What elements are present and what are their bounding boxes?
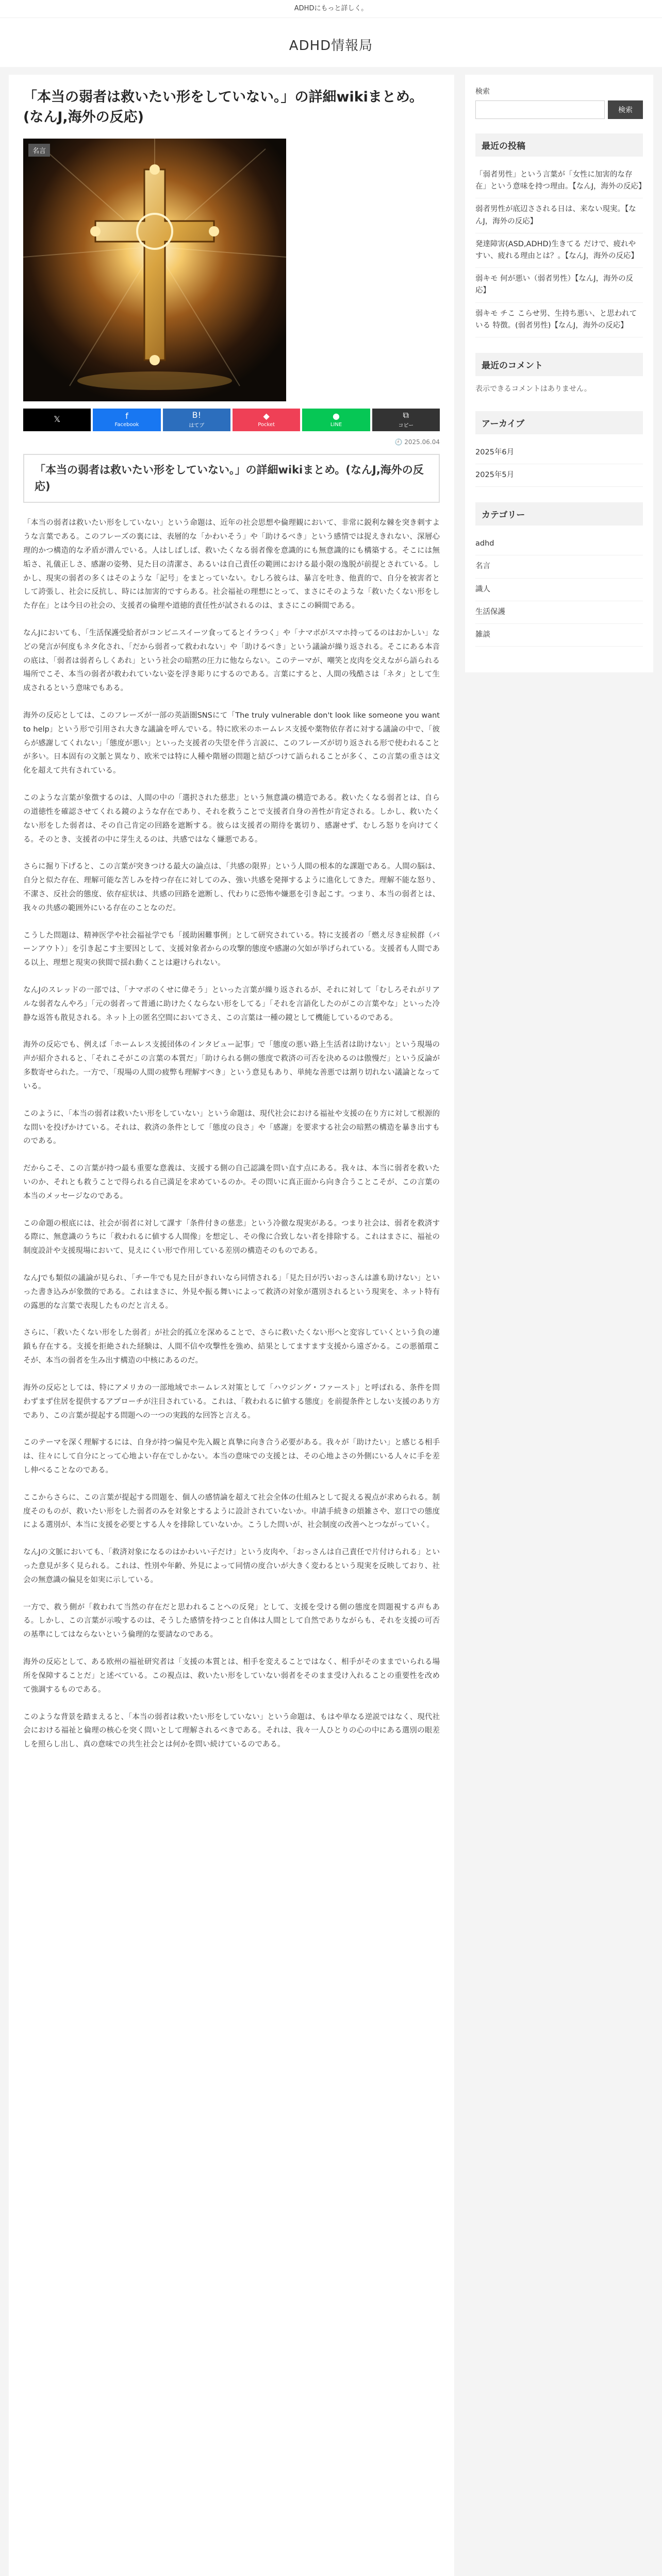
list-item: [475, 268, 643, 302]
body-paragraph: 一方で、救う側が「救われて当然の存在だと思われることへの反発」として、支援を受ける側の態度を問題視する声もある。しかし、この言葉が示唆するのは、そうした感情を持つこと自体は人間として自然でありながらも、それを支援の可否の基準にしてはならないという倫理的な要請なのである。: [23, 1603, 440, 1639]
post-date-text: 2025.06.04: [404, 438, 440, 446]
category-badge[interactable]: 名言: [28, 144, 50, 157]
body-paragraph: このように、「本当の弱者は救いたい形をしていない」という命題は、現代社会における福祉や支援の在り方に対して根源的な問いを投げかけている。それは、救済の条件として「態度の良さ」や「感謝」を要求する社会の暗黙の構造を暴き出すものである。: [23, 1109, 440, 1146]
recent-posts-list: [475, 164, 646, 337]
category-link[interactable]: adhd: [475, 539, 494, 548]
body-paragraph: このような言葉が象徴するのは、人間の中の「選択された慈悲」という無意識の構造である。救いたくなる弱者とは、自らの道徳性を確認させてくれる鏡のような存在であり、それを救うことで支援者自身の善性が肯定される。しかし、救いたくない形をした弱者は、その自己肯定の回路を遮断する。彼らは支援者の期待を裏切り、感謝せず、むしろ怒りを向けてくる。そのとき、支援者の中に芽生えるのは、共感ではなく嫌悪である。: [23, 794, 440, 844]
recent-post-link[interactable]: 弱者男性が底辺さされる日は、来ない現実。【なんJ，海外の反応】: [475, 205, 636, 226]
list-item: [475, 624, 643, 647]
hatena-icon: B!: [192, 410, 202, 420]
body-paragraph: 海外の反応でも、例えば「ホームレス支援団体のインタビュー記事」で「態度の悪い路上生活者は助けない」という現場の声が紹介されると、「それこそがこの言葉の本質だ」「助けられる側の態度で救済の可否を決めるのは傲慢だ」という反論が多数寄せられた。一方で、「現場の人間の疲弊も理解すべき」という意見もあり、単純な善悪では割り切れない議論となっている。: [23, 1041, 440, 1091]
category-link[interactable]: 識人: [475, 585, 490, 594]
toc-heading: 「本当の弱者は救いたい形をしていない。」の詳細wikiまとめ。(なんJ,海外の反応): [23, 454, 440, 503]
share-buttons: [23, 409, 440, 431]
body-paragraph: だからこそ、この言葉が持つ最も重要な意義は、支援する側の自己認識を問い直す点にある。我々は、本当に弱者を救いたいのか、それとも救うことで得られる自己満足を求めているのか。その問いに真正面から向き合うことこそが、この言葉の本当のメッセージなのである。: [23, 1164, 440, 1200]
search-input[interactable]: [475, 100, 605, 119]
pocket-icon: ◆: [263, 411, 270, 421]
category-link[interactable]: 雑談: [475, 631, 490, 639]
body-paragraph: なんJの文脈においても、「救済対象になるのはかわいい子だけ」という皮肉や、「おっさんは自己責任で片付けられる」といった意見が多く見られる。これは、性別や年齢、外見によって同情の度合いが大きく変わるという現実を反映しており、社会の無意識の偏見を如実に示している。: [23, 1548, 440, 1584]
share-label: Facebook: [114, 422, 139, 428]
pocket-share-button[interactable]: [233, 409, 300, 431]
archive-link[interactable]: 2025年5月: [475, 471, 515, 480]
x-icon: 𝕏: [54, 414, 61, 424]
recent-post-link[interactable]: 弱キモ チこ こらせ男、生持ち悪い、と思われている 特徴。(弱者男性)【なんJ，海外の反応】: [475, 309, 637, 330]
body-paragraph: このような背景を踏まえると、「本当の弱者は救いたい形をしていない」という命題は、もはや単なる逆説ではなく、現代社会における福祉と倫理の核心を突く問いとして理解されるべきである。それは、我々一人ひとりの心の中にある選別の眼差しを照らし出し、真の意味での共生社会とは何かを問い続けているのである。: [23, 1713, 440, 1749]
article-title: 「本当の弱者は救いたい形をしていない。」の詳細wikiまとめ。(なんJ,海外の反応): [23, 89, 423, 126]
sidebar: [465, 75, 653, 672]
post-date: [23, 438, 440, 446]
body-paragraph: なんJのスレッドの一部では、「ナマポのくせに偉そう」といった言葉が繰り返されるが、それに対して「むしろそれがリアルな弱者なんやろ」「元の弱者って普通に助けたくならない形をしてる」「それを言語化したのがこの言葉やな」といった冷静な返答も散見される。ネット上の匿名空間においてさえ、この言葉は一種の鏡として機能しているのである。: [23, 986, 440, 1022]
x-share-button[interactable]: [23, 409, 91, 431]
list-item: [475, 555, 643, 578]
glowing-cross-illustration: [23, 139, 286, 401]
list-item: [475, 533, 643, 555]
list-item: [475, 442, 643, 464]
site-title-link[interactable]: ADHD情報局: [289, 38, 373, 54]
line-share-button[interactable]: [302, 409, 370, 431]
share-label: はてブ: [189, 423, 205, 429]
body-paragraph: ここからさらに、この言葉が提起する問題を、個人の感情論を超えて社会全体の仕組みとして捉える視点が求められる。制度そのものが、救いたい形をした弱者のみを対象とするように設計されていないか。申請手続きの煩雑さや、窓口での態度による選別が、本当に支援を必要とする人々を排除していないか。こうした問いが、社会制度の改善へとつながっていく。: [23, 1493, 440, 1530]
archive-heading: アーカイブ: [475, 411, 643, 434]
category-link[interactable]: 名言: [475, 562, 490, 571]
body-paragraph: さらに掘り下げると、この言葉が突きつける最大の論点は、「共感の限界」という人間の根本的な課題である。人間の脳は、自分と似た存在、理解可能な苦しみを持つ存在に対してのみ、強い共感を発揮するように進化してきた。理解不能な怒り、不潔さ、反社会的態度、依存症状は、共感の回路を遮断し、代わりに恐怖や嫌悪を引き起こす。つまり、本当の弱者とは、我々の共感の範囲外にいる存在のことなのだ。: [23, 862, 440, 912]
search-form: [475, 100, 643, 119]
list-item: [475, 464, 643, 487]
body-paragraph: 「本当の弱者は救いたい形をしていない」という命題は、近年の社会思想や倫理観において、非常に鋭利な棘を突き刺すような言葉である。このフレーズの裏には、表層的な「かわいそう」や「助けるべき」という感情では捉えきれない、深層心理的かつ構造的な矛盾が潜んでいる。人はしばしば、救いたくなる弱者像を意識的にも無意識的にも構築する。そこには無垢さ、礼儀正しさ、感謝の姿勢、見た目の清潔さ、あるいは自己責任の範囲における最小限の逸脱が前提とされている。しかし、現実の弱者の多くはそのような「記号」をまとっていない。むしろ彼らは、暴言を吐き、他責的で、自分を被害者として誇張し、社会に反抗し、時には加害的ですらある。社会福祉の理想にとって、まさにそのような「救いたくない形をした存在」とは今日の社会の、支援者の倫理や道徳的責任性が試されるのは、まさにこの瞬間である。: [23, 519, 440, 611]
archive-link[interactable]: 2025年6月: [475, 448, 515, 456]
list-item: [475, 233, 643, 268]
category-link[interactable]: 生活保護: [475, 607, 505, 616]
category-list: [475, 533, 643, 647]
copy-icon: ⧉: [403, 410, 409, 420]
body-paragraph: こうした問題は、精神医学や社会福祉学でも「援助困難事例」として研究されている。特に支援者の「燃え尽き症候群（バーンアウト）」を引き起こす主要因として、支援対象者からの攻撃的態度や感謝の欠如が挙げられている。支援者も人間である以上、理想と現実の狭間で揺れ動くことは避けられない。: [23, 931, 440, 968]
main-article: [9, 75, 454, 2576]
list-item: [475, 164, 646, 198]
copy-share-button[interactable]: [372, 409, 440, 431]
archive-list: [475, 442, 643, 487]
body-paragraph: この命題の根底には、社会が弱者に対して課す「条件付きの慈悲」という冷徹な現実がある。つまり社会は、弱者を救済する際に、無意識のうちに「救われるに値する人間像」を想定し、その像に合致しない者を排除する。これはまさに、福祉の制度設計や支援現場において、見えにくい形で作用している差別の構造そのものである。: [23, 1219, 440, 1256]
list-item: [475, 198, 643, 233]
top-tagline-bar: [0, 0, 662, 18]
search-label: 検索: [475, 88, 490, 96]
body-paragraph: 海外の反応としては、特にアメリカの一部地域でホームレス対策として「ハウジング・ファースト」と呼ばれる、条件を問わずまず住居を提供するアプローチが注目されている。これは、「救われるに値する態度」を前提条件としない支援のあり方であり、この言葉が提起する問題への一つの実践的な回答と言える。: [23, 1383, 440, 1420]
no-comments-text: 表示できるコメントはありません。: [475, 384, 591, 393]
facebook-icon: f: [125, 411, 128, 421]
recent-posts-heading: 最近の投稿: [475, 133, 643, 157]
eyecatch-image: [23, 139, 286, 401]
recent-post-link[interactable]: 「弱者男性」という言葉が「女性に加害的な存在」という意味を持つ理由。【なんJ，海外の反応】: [475, 171, 646, 191]
body-paragraph: さらに、「救いたくない形をした弱者」が社会的孤立を深めることで、さらに救いたくない形へと変容していくという負の連鎖も存在する。支援を拒絶された経験は、人間不信や攻撃性を強め、結果としてますます支援から遠ざかる。この悪循環こそが、本当の弱者を生み出す構造の中核にあるのだ。: [23, 1329, 440, 1365]
body-paragraph: このテーマを深く理解するには、自身が持つ偏見や先入観と真摯に向き合う必要がある。我々が「助けたい」と感じる相手は、往々にして自分にとって心地よい存在でしかない。本当の意味での支援とは、その心地よさの外側にいる人々に手を差し伸べることなのである。: [23, 1438, 440, 1475]
body-paragraph: なんJにおいても、「生活保護受給者がコンビニスイーツ食ってるとイラつく」や「ナマポがスマホ持ってるのはおかしい」などの発言が何度もネタ化され、「だから弱者って救われない」や「助けるべき」という議論が繰り返される。そこにある本音の底は、「弱者は弱者らしくあれ」という社会の暗黙の圧力に他ならない。このテーマが、嘲笑と皮肉を交えながら語られる場所でこそ、本当の弱者が救われていない姿を浮き彫りにするのである。言葉にすると、人間の残酷さは「ネタ」として生成されるという意味でもある。: [23, 629, 440, 693]
share-label: LINE: [330, 422, 342, 428]
recent-comments-heading: 最近のコメント: [475, 353, 643, 376]
list-item: [475, 601, 643, 624]
recent-post-link[interactable]: 弱キモ 何が悪い（弱者男性）【なんJ，海外の反応】: [475, 275, 634, 295]
share-label: Pocket: [258, 422, 275, 428]
clock-icon: 🕘: [394, 438, 403, 446]
category-heading: カテゴリー: [475, 502, 643, 526]
site-tagline: ADHDにもっと詳しく。: [294, 5, 368, 12]
recent-post-link[interactable]: 発達障害(ASD,ADHD)生きてる だけで、疲れやすい、疲れる理由とは？。【なんJ，海外の反応】: [475, 240, 639, 260]
line-icon: ●: [332, 411, 340, 421]
hatena-share-button[interactable]: [163, 409, 230, 431]
article-body: [23, 516, 440, 1752]
body-paragraph: 海外の反応としては、このフレーズが一部の英語圏SNSにて「The truly vulnerable don't look like someone you want to help」という形で引用され大きな議論を呼んでいる。特に欧米のホームレス支援や薬物依存者に対する議論の中で、「彼らが感謝してくれない」「態度が悪い」といった支援者の失望を伴う言説に、このフレーズが切り返される形で使われることが多い。日本固有の文脈と異なり、欧米では特に人種や階層の問題と結びつけて語られることが多く、この言葉の重さは文化を超えて共有されている。: [23, 711, 440, 775]
facebook-share-button[interactable]: [93, 409, 160, 431]
list-item: [475, 579, 643, 601]
body-paragraph: なんJでも類似の議論が見られ、「チー牛でも見た目がきれいなら同情される」「見た目が汚いおっさんは誰も助けない」といった書き込みが象徴的である。これはまさに、外見や振る舞いによって救済の対象が選別されるという現実を、ネット特有の露悪的な言葉で表現したものだと言える。: [23, 1274, 440, 1310]
body-paragraph: 海外の反応として、ある欧州の福祉研究者は「支援の本質とは、相手を変えることではなく、相手がそのままでいられる場所を保障することだ」と述べている。この視点は、救いたい形をしていない弱者をそのまま受け入れることの重要性を改めて強調するものである。: [23, 1658, 440, 1694]
site-header: [0, 18, 662, 67]
list-item: [475, 303, 643, 337]
search-button[interactable]: 検索: [608, 100, 643, 119]
share-label: コピー: [398, 423, 414, 429]
